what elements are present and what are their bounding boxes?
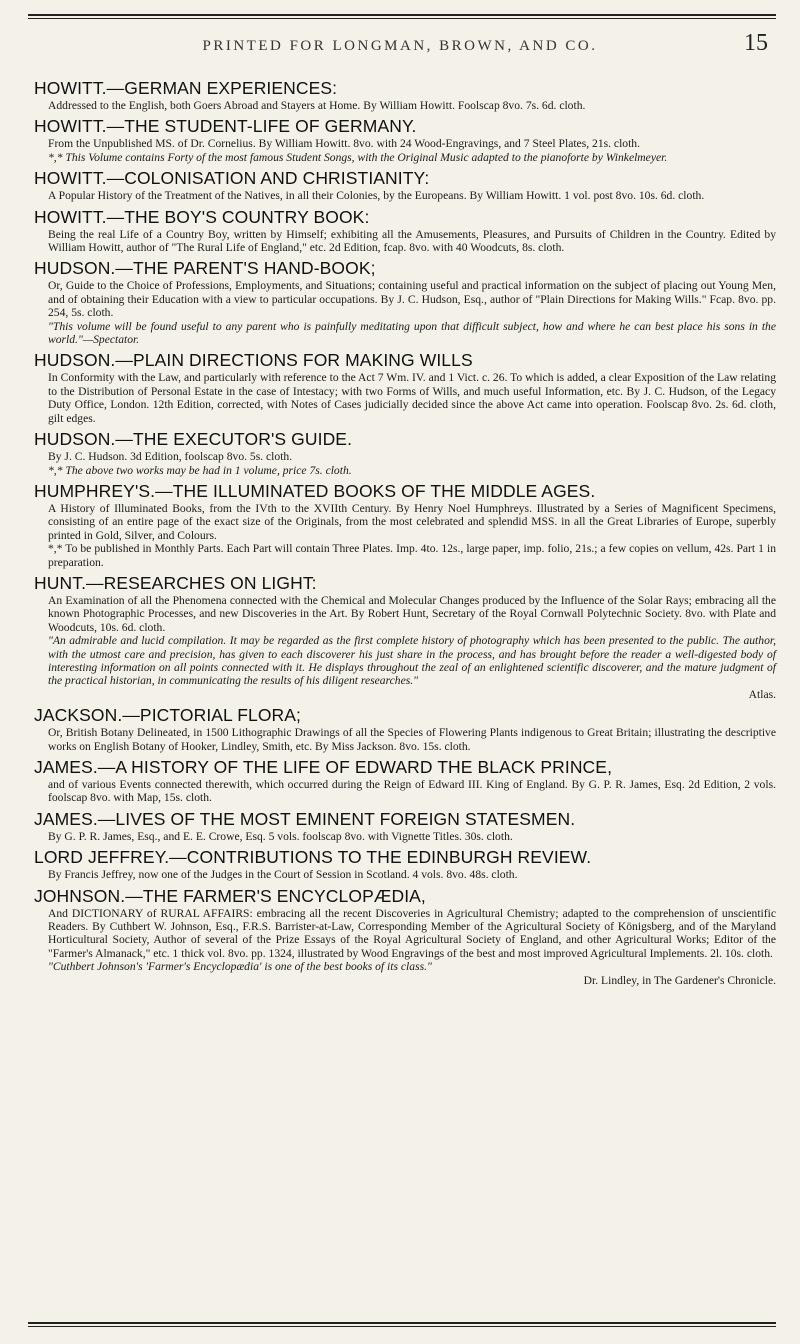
running-head: PRINTED FOR LONGMAN, BROWN, AND CO. xyxy=(202,38,598,54)
entry-description: And DICTIONARY of RURAL AFFAIRS: embracing all the recent Discoveries in Agricultural Chemistry; adapted to the comprehension of unscientific Readers. By Cuthbert W. Johnson, Esq., F.R.S. Barrister-at-Law, Corresponding Member of the Agricultural Society of Königsberg, and of the Maryland Horticultural Society, Author of several of the Prize Essays of the Royal Agricultural Society of England, and other Agricultural Works; Editor of the "Farmer's Almanack," etc. 1 thick vol. 8vo. pp. 1324, illustrated by Wood Engravings of the best and most improved Agricultural Implements. 2l. 10s. cloth. xyxy=(48,906,776,960)
entry-description: By Francis Jeffrey, now one of the Judges in the Court of Session in Scotland. 4 vols. 8vo. 48s. cloth. xyxy=(48,868,518,882)
entry-title: JAMES.—A HISTORY OF THE LIFE OF EDWARD THE BLACK PRINCE, xyxy=(34,757,613,777)
entry-description: A Popular History of the Treatment of the Natives, in all their Colonies, by the Europeans. By William Howitt. 1 vol. post 8vo. 10s. 6d. cloth. xyxy=(48,189,705,203)
entry-description: By J. C. Hudson. 3d Edition, foolscap 8vo. 5s. cloth. xyxy=(48,450,293,464)
page-number: 15 xyxy=(744,30,768,56)
entry-title: HOWITT.—THE STUDENT-LIFE OF GERMANY. xyxy=(34,116,417,137)
entry-description: Addressed to the English, both Goers Abroad and Stayers at Home. By William Howitt. Foolscap 8vo. 7s. 6d. cloth. xyxy=(48,99,586,112)
entry-note: *,* The above two works may be had in 1 volume, price 7s. cloth. xyxy=(48,463,352,477)
entry-hunt-researches-on-light xyxy=(34,573,776,701)
entry-hudson-executors-guide xyxy=(34,429,776,477)
entry-title: HUMPHREY'S.—THE ILLUMINATED BOOKS OF THE MIDDLE AGES. xyxy=(34,480,596,501)
entry-quote-source: Dr. Lindley, in The Gardener's Chronicle. xyxy=(583,973,776,987)
entry-description: Or, British Botany Delineated, in 1500 Lithographic Drawings of all the Species of Flowering Plants indigenous to Great Britain; illustrating the descriptive works on English Botany of Hooker, Lindley, Smith, etc. By Miss Jackson. 8vo. 15s. cloth. xyxy=(48,726,776,753)
bottom-double-rule-inner xyxy=(28,1326,776,1327)
entry-description: Being the real Life of a Country Boy, written by Himself; exhibiting all the Amusements, Pleasures, and Pursuits of Children in the Country. Edited by William Howitt, author of "The Rural Life of England," etc. 2d Edition, fcap. 8vo. with 40 Woodcuts, 8s. cloth. xyxy=(48,227,776,255)
entry-review-quote: "Cuthbert Johnson's 'Farmer's Encyclopædia' is one of the best books of its class." xyxy=(48,960,432,974)
entry-hudson-parents-handbook xyxy=(34,258,776,346)
bottom-double-rule-outer xyxy=(28,1322,776,1324)
entry-description: In Conformity with the Law, and particularly with reference to the Act 7 Wm. IV. and 1 Vict. c. 26. To which is added, a clear Exposition of the Law relating to the Distribution of Personal Estate in the case of Intestacy; with two Forms of Wills, and much useful Information, etc. By J. C. Hudson, of the Legacy Duty Office, London. 12th Edition, corrected, with Notes of Cases judicially decided since the above Act came into operation. Foolscap 8vo. 2s. 6d. cloth, gilt edges. xyxy=(48,371,776,425)
entry-howitt-student-life xyxy=(34,116,776,164)
entry-jackson-pictorial-flora xyxy=(34,705,776,753)
entry-humphreys-illuminated-books xyxy=(34,481,776,569)
entry-james-black-prince xyxy=(34,757,776,805)
entry-note: *,* This Volume contains Forty of the most famous Student Songs, with the Original Music adapted to the pianoforte by Winkelmeyer. xyxy=(48,150,668,164)
entry-publication-note: *,* To be published in Monthly Parts. Each Part will contain Three Plates. Imp. 4to. 12s., large paper, imp. folio, 21s.; a few copies on vellum, 42s. Part 1 in preparation. xyxy=(48,542,776,569)
top-double-rule-outer xyxy=(28,14,776,16)
entry-title: HOWITT.—GERMAN EXPERIENCES: xyxy=(34,78,338,98)
entry-howitt-german-experiences xyxy=(34,78,776,112)
entry-title: LORD JEFFREY.—CONTRIBUTIONS TO THE EDINBURGH REVIEW. xyxy=(34,847,592,868)
entry-howitt-boys-country-book xyxy=(34,207,776,255)
entry-review-quote: "This volume will be found useful to any parent who is painfully meditating upon that difficult subject, how and where he can best place his sons in the world."—Spectator. xyxy=(48,319,776,347)
entry-description: From the Unpublished MS. of Dr. Cornelius. By William Howitt. 8vo. with 24 Wood-Engravings, and 7 Steel Plates, 21s. cloth. xyxy=(48,137,640,151)
entry-description: An Examination of all the Phenomena connected with the Chemical and Molecular Changes produced by the Influence of the Solar Rays; embracing all the known Photographic Processes, and new Discoveries in the Art. By Robert Hunt, Secretary of the Royal Cornwall Polytechnic Society. 8vo. with Plate and Woodcuts, 10s. 6d. cloth. xyxy=(48,593,776,634)
entry-title: HUDSON.—THE EXECUTOR'S GUIDE. xyxy=(34,429,353,450)
entry-james-foreign-statesmen xyxy=(34,809,776,843)
entry-description: By G. P. R. James, Esq., and E. E. Crowe, Esq. 5 vols. foolscap 8vo. with Vignette Titles. 30s. cloth. xyxy=(48,829,513,843)
entry-description: Or, Guide to the Choice of Professions, Employments, and Situations; containing useful and practical information on the subject of placing out Young Men, and of obtaining their Education with a view to particular occupations. By J. C. Hudson, Esq., author of "Plain Directions for Making Wills." Fcap. 8vo. pp. 254, 5s. cloth. xyxy=(48,279,776,320)
entry-title: JAMES.—LIVES OF THE MOST EMINENT FOREIGN STATESMEN. xyxy=(34,808,576,829)
entry-hudson-plain-directions xyxy=(34,350,776,425)
entry-description: and of various Events connected therewith, which occurred during the Reign of Edward III. King of England. By G. P. R. James, Esq. 2d Edition, 2 vols. foolscap 8vo. with Map, 15s. cloth. xyxy=(48,778,776,805)
entry-howitt-colonisation xyxy=(34,168,776,202)
entry-jeffrey-edinburgh-review xyxy=(34,847,776,881)
entry-johnson-farmers-encyclopaedia xyxy=(34,886,776,987)
entry-title: HOWITT.—THE BOY'S COUNTRY BOOK: xyxy=(34,206,370,227)
entry-review-quote: "An admirable and lucid compilation. It may be regarded as the first complete history of photography which has been presented to the public. The author, with the utmost care and precision, has given to each discoverer his just share in the process, and has brought before the reader a well-digested body of interesting information on all points connected with it. He displays throughout the zeal of an enlightened scientific discoverer, and the mature judgment of the practical historian, in communicating the results of his diligent researches." xyxy=(48,634,776,688)
entry-title: HUNT.—RESEARCHES ON LIGHT: xyxy=(34,572,317,593)
entry-title: HUDSON.—PLAIN DIRECTIONS FOR MAKING WILLS xyxy=(34,350,473,371)
top-double-rule-inner xyxy=(28,18,776,19)
entry-quote-source: Atlas. xyxy=(748,687,776,701)
entry-title: JACKSON.—PICTORIAL FLORA; xyxy=(34,705,301,726)
entry-title: HOWITT.—COLONISATION AND CHRISTIANITY: xyxy=(34,168,430,189)
entry-description: A History of Illuminated Books, from the IVth to the XVIIth Century. By Henry Noel Humphreys. Illustrated by a Series of Magnificent Specimens, consisting of an entire page of the exact size of the Originals, from the most celebrated and splendid MSS. in all the Great Libraries of Europe, superbly printed in Gold, Silver, and Colours. xyxy=(48,501,776,542)
entry-title: HUDSON.—THE PARENT'S HAND-BOOK; xyxy=(34,258,376,279)
catalogue-entries xyxy=(34,78,776,991)
entry-title: JOHNSON.—THE FARMER'S ENCYCLOPÆDIA, xyxy=(34,885,426,906)
